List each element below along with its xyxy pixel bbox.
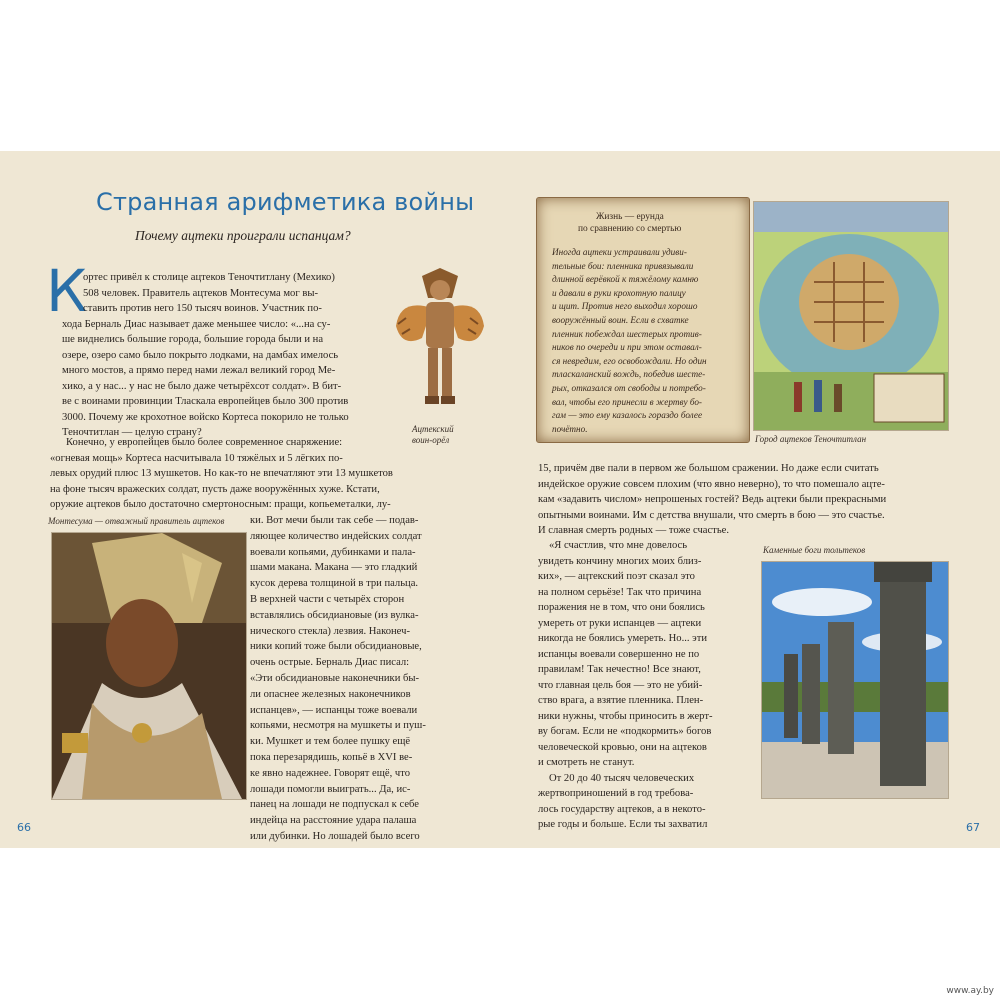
text-line: очень острые. Берналь Диас писал: — [250, 657, 410, 669]
text-line: копьями, несмотря на мушкеты и пуш- — [250, 720, 426, 732]
text-line: на полном серьёзе! Так что причина — [538, 586, 702, 598]
text-line: длинной верёвкой к тяжёлому камню — [552, 274, 699, 285]
text-line: ляющее количество индейских солдат — [250, 530, 422, 542]
text-line: кусок дерева толщиной в три пальца. — [250, 578, 419, 590]
sidebar-heading-1: Жизнь — ерунда — [596, 212, 664, 222]
text-line: «Эти обсидиановые наконечники бы- — [250, 673, 420, 684]
text-line: оружие ацтеков было достаточно смертоносным: пращи, копьеметалки, лу- — [50, 499, 391, 511]
text-line: человеческой кровью, они на ацтеков — [538, 741, 707, 753]
text-line: пленник побеждал шестерых против- — [552, 328, 702, 339]
text-line: поражения не в том, что они боялись — [538, 602, 705, 613]
text-line: жертвоприношений в год требова- — [538, 788, 694, 799]
text-line: ве с воинами провинции Тласкала европейцев было 300 против — [62, 396, 349, 407]
text-line: 508 человек. Правитель ацтеков Монтесума мог вы- — [83, 287, 318, 299]
text-line: ников по очереди и при этом оставал- — [552, 342, 702, 353]
page-subtitle: Почему ацтеки проиграли испанцам? — [135, 228, 351, 243]
text-line: В верхней части с четырёх сторон — [250, 594, 405, 605]
text-line: пока перезарядишь, копьё в XVI ве- — [250, 752, 413, 763]
text-line: умереть от руки испанцев — ацтеки — [538, 617, 702, 629]
text-line: ке явно надежнее. Говорят ещё, что — [250, 767, 411, 779]
text-line: вал, чтобы его принесли в жертву бо- — [552, 396, 702, 407]
text-line: ше виднелись большие города, большие города были и на — [62, 334, 324, 345]
text-line: левых орудий плюс 13 мушкетов. Но как-то не впечатляют эти 13 мушкетов — [50, 468, 393, 480]
text-line: Конечно, у европейцев было более современное снаряжение: — [66, 437, 343, 448]
sidebar-heading-2: по сравнению со смертью — [578, 224, 682, 234]
text-line: индейское оружие совсем плохим (что явно неверно), то что помешало ацте- — [538, 478, 885, 490]
montezuma-caption: Монтесума — отважный правитель ацтеков — [48, 516, 225, 526]
text-line: От 20 до 40 тысяч человеческих — [549, 772, 695, 784]
text-line: много мостов, а прямо перед нами лежал великий город Ме- — [62, 365, 336, 376]
text-line: ки. Мушкет и тем более пушку ещё — [250, 736, 411, 748]
toltec-statues-photo — [761, 561, 949, 799]
page-number-right: 67 — [966, 821, 980, 834]
page-title: Странная арифметика войны — [96, 188, 475, 216]
text-line: 3000. Почему же крохотное войско Кортеса покорило не только — [62, 411, 349, 423]
text-line: увидеть кончину многих моих близ- — [538, 555, 702, 567]
watermark: www.ay.by — [946, 986, 994, 996]
text-line: что главная цель боя — это не убий- — [538, 679, 703, 691]
text-line: и щит. Против него выходил хорошо — [552, 301, 698, 312]
text-line: испанцы воевали совершенно не по — [538, 648, 700, 660]
text-line: кам «задавить числом» непрошеных гостей? Ведь ацтеки были прекрасными — [538, 494, 887, 505]
text-line: вставлялись обсидиановые (из вулка- — [250, 609, 419, 621]
warrior-caption-1: Ацтекский — [412, 424, 454, 434]
text-line: испанцев», — испанцы тоже воевали — [250, 704, 418, 716]
text-line: ву богам. Если не «подкормить» богов — [538, 726, 712, 737]
text-line: воевали копьями, дубинками и пала- — [250, 546, 416, 558]
text-line: или дубинки. Но лошадей было всего — [250, 831, 420, 842]
drop-cap: К — [46, 257, 88, 325]
text-line: ли опаснее железных наконечников — [250, 688, 411, 700]
text-line: индейца на расстояние удара палаша — [250, 815, 417, 827]
page-number-left: 66 — [17, 821, 31, 834]
text-line: хода Берналь Диас называет даже меньшее число: «...на су- — [62, 318, 331, 330]
stone-gods-caption: Каменные боги тольтеков — [763, 545, 866, 555]
text-line: опытными воинами. Им с детства внушали, что смерть в бою — это счастье. — [538, 509, 885, 521]
text-line: почётно. — [552, 423, 588, 434]
text-line: хико, а у нас... у нас не было даже четырёхсот солдат». В бит- — [62, 380, 342, 392]
text-line: 15, причём две пали в первом же большом сражении. Но даже если считать — [538, 463, 879, 474]
text-line: ся невредим, его освобождали. Но один — [552, 355, 707, 366]
text-line: панец на лошади не подпускал к себе — [250, 799, 419, 811]
text-line: правилам! Так нечестно! Все знают, — [538, 664, 701, 675]
text-line: ники нужны, чтобы приносить в жерт- — [538, 710, 713, 722]
text-line: на фоне тысяч вражеских солдат, пусть даже вооружённых хуже. Кстати, — [50, 483, 380, 495]
text-line: и смотреть не станут. — [538, 757, 635, 768]
text-line: лошади помогли выиграть... Да, ис- — [250, 783, 411, 795]
text-line: «Я счастлив, что мне довелось — [549, 540, 688, 551]
text-line: ники копий тоже были обсидиановые, — [250, 641, 422, 653]
text-line: рые годы и больше. Если ты захватил — [538, 819, 708, 830]
text-line: и давали в руки крохотную палицу — [552, 287, 686, 298]
text-line: рых, отказался от свободы и потребо- — [552, 383, 706, 393]
text-line: «огневая мощь» Кортеса насчитывала 10 тяжёлых и 5 лёгких по- — [50, 452, 343, 464]
text-line: ортес привёл к столице ацтеков Теночтитлану (Мехико) — [83, 272, 335, 283]
warrior-caption-2: воин-орёл — [412, 435, 450, 445]
text-line: ставить против него 150 тысяч воинов. Участник по- — [83, 303, 322, 314]
aztec-warrior-illustration — [392, 268, 488, 418]
text-line: нического стекла) лезвия. Наконеч- — [250, 625, 410, 637]
text-line: Теночтитлан — целую страну? — [62, 427, 202, 438]
text-line: гам — это ему казалось гораздо более — [552, 410, 703, 421]
text-line: лось государству ацтеков, а в некото- — [538, 803, 706, 815]
text-line: тласкаланский вождь, победив шестe- — [552, 369, 706, 380]
text-line: ких», — ацтекский поэт сказал это — [538, 571, 695, 582]
text-line: Иногда ацтеки устраивали удиви- — [552, 247, 687, 257]
text-line: И славная смерть родных — тоже счастье. — [538, 525, 729, 536]
text-line: озере, озеро само было покрыто лодками, на дамбах имелось — [62, 349, 339, 361]
montezuma-portrait — [51, 532, 247, 800]
text-line: ство врага, а взятие пленника. Плен- — [538, 695, 704, 706]
text-line: ки. Вот мечи были так себе — подав- — [250, 515, 419, 526]
city-caption: Город ацтеков Теночтитлан — [755, 434, 867, 444]
text-line: никогда не боялись умереть. Но... эти — [538, 633, 708, 644]
text-line: вооружённый воин. Если в схватке — [552, 315, 689, 325]
tenochtitlan-map — [753, 201, 949, 431]
text-line: тельные бои: пленника привязывали — [552, 260, 694, 271]
text-line: шами макана. Макана — это гладкий — [250, 562, 418, 574]
